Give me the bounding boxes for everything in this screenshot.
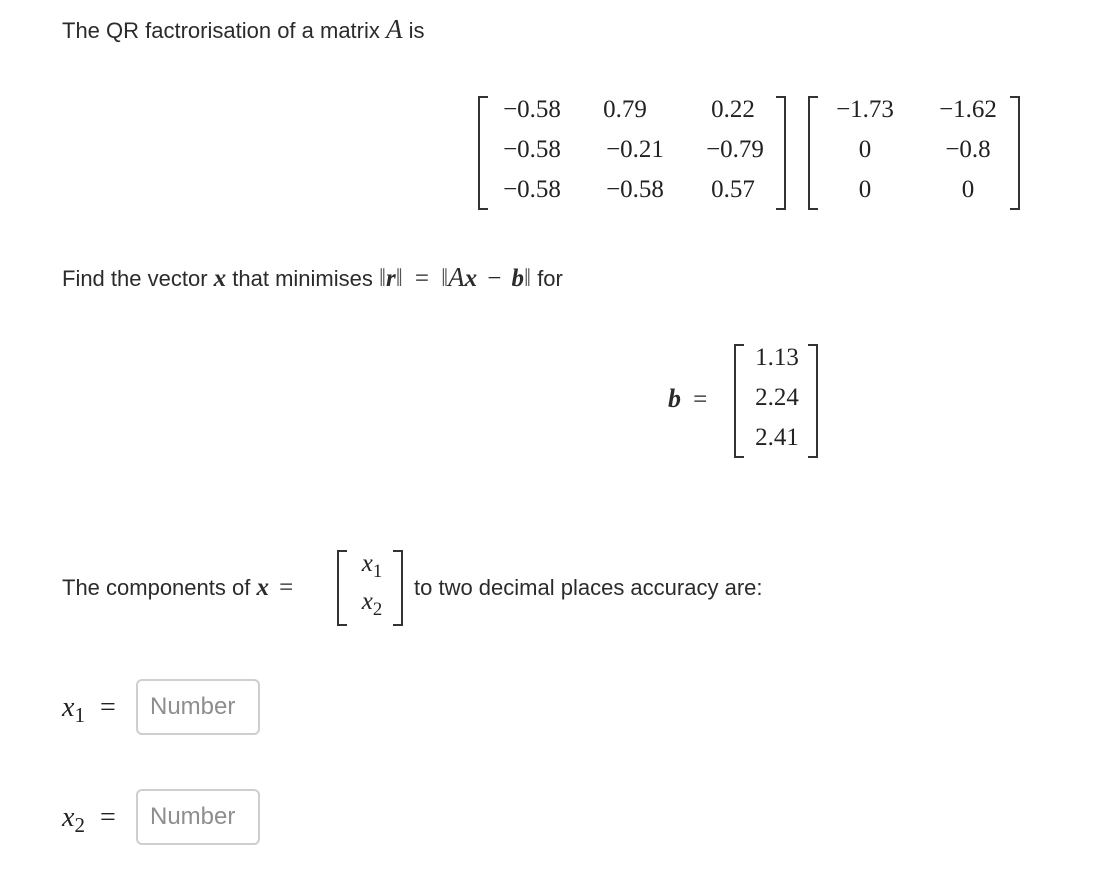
matrix-a-symbol: A — [448, 262, 465, 292]
r-cell: 0 — [858, 136, 872, 163]
intro-text: The QR factrorisation of a matrix — [62, 18, 380, 43]
b-cell: 1.13 — [755, 344, 799, 371]
bracket-left — [808, 96, 818, 210]
r-cell: −1.62 — [939, 96, 997, 123]
x1-input[interactable] — [136, 679, 260, 735]
b-label — [668, 384, 707, 414]
components-text — [62, 574, 293, 602]
intro-line — [62, 14, 425, 45]
components-text-after: to two decimal places accuracy are: — [414, 575, 763, 600]
q-cell: −0.58 — [503, 136, 561, 163]
norm-close: ‖ — [395, 265, 403, 292]
matrix-r — [808, 96, 1020, 210]
b-cell: 2.24 — [755, 384, 799, 411]
intro-text-after: is — [408, 18, 425, 43]
residual-symbol: r — [386, 265, 396, 292]
x2-input[interactable] — [136, 789, 260, 845]
norm-open: ‖ — [378, 265, 387, 292]
q-cell: −0.58 — [606, 176, 664, 203]
find-line — [62, 262, 563, 293]
r-cell: −0.8 — [945, 136, 991, 163]
equals-sign: = — [693, 386, 708, 413]
minus-sign: − — [487, 265, 502, 292]
x1-label: $x_1$ = — [62, 692, 116, 728]
r-cell: 0 — [858, 176, 872, 203]
find-text-after: for — [537, 266, 563, 291]
equals-sign: = — [414, 265, 430, 292]
bracket-left — [337, 550, 347, 626]
x-entry: $x_2$ — [361, 588, 383, 620]
matrix-a-symbol: A — [386, 14, 403, 44]
norm-open: ‖ — [441, 265, 449, 292]
x-entry: $x_1$ — [361, 550, 383, 582]
find-text: Find the vector — [62, 266, 208, 291]
vector-x-symbol: x — [213, 265, 227, 292]
q-cell: 0.22 — [711, 96, 755, 123]
r-cell: 0 — [961, 176, 975, 203]
q-cell: 0.57 — [711, 176, 755, 203]
bracket-left — [478, 96, 488, 210]
b-cell: 2.41 — [755, 424, 799, 451]
q-cell: −0.58 — [503, 176, 561, 203]
vector-b-symbol: b — [668, 384, 681, 413]
find-text-mid: that minimises — [232, 266, 373, 291]
q-cell: −0.58 — [503, 96, 561, 123]
vector-x-symbol: x — [464, 265, 478, 292]
vector-b — [734, 344, 818, 458]
equals-sign: = — [279, 574, 294, 601]
q-cell: 0.79 — [603, 96, 647, 123]
r-cell: −1.73 — [836, 96, 894, 123]
vector-x — [337, 550, 403, 626]
q-cell: −0.79 — [706, 136, 764, 163]
vector-b-symbol: b — [511, 265, 525, 292]
vector-x-symbol: x — [256, 574, 269, 601]
components-text-before: The components of — [62, 575, 251, 600]
x2-label: $x_2$ = — [62, 802, 116, 838]
matrix-q — [478, 96, 786, 210]
norm-close: ‖ — [524, 265, 532, 292]
q-cell: −0.21 — [606, 136, 664, 163]
